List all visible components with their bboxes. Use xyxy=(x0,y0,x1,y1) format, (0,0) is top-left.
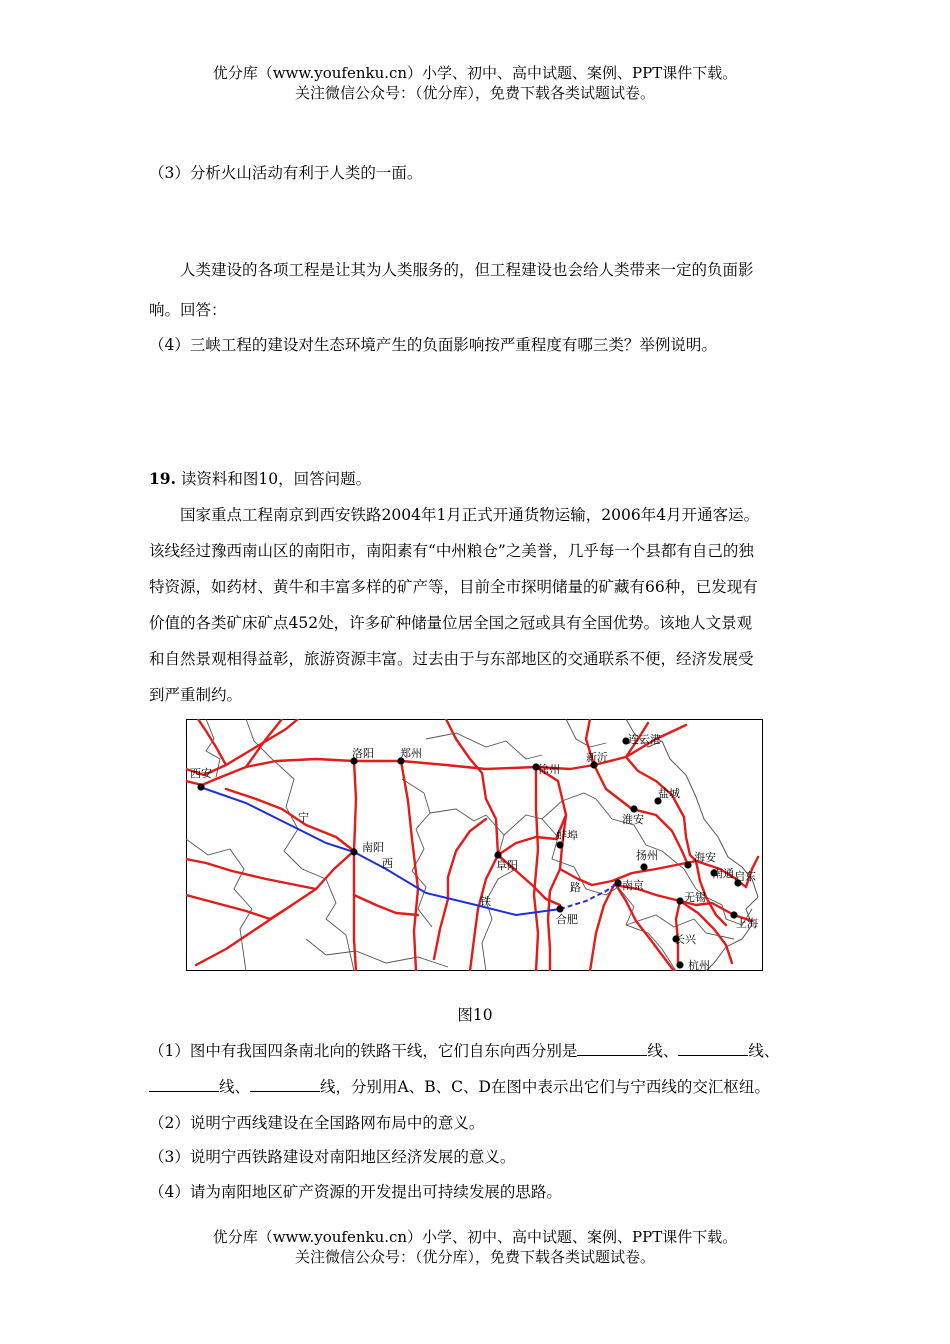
city-label-nanjing: 南京 xyxy=(622,879,644,892)
q19-sub2: （2）说明宁西线建设在全国路网布局中的意义。 xyxy=(149,1114,485,1132)
city-dot xyxy=(640,863,647,870)
sub1-text-a: （1）图中有我国四条南北向的铁路干线，它们自东向西分别是 xyxy=(149,1042,578,1060)
passage-line-4: 价值的各类矿床矿点452处，许多矿种储量位居全国之冠或具有全国优势。该地人文景观 xyxy=(149,614,753,632)
q18-intro-line-1: 人类建设的各项工程是让其为人类服务的，但工程建设也会给人类带来一定的负面影 xyxy=(180,261,754,279)
q19-title: 读资料和图10，回答问题。 xyxy=(180,470,372,488)
city-dot xyxy=(556,841,563,848)
header-line-1: 优分库（www.youfenku.cn）小学、初中、高中试题、案例、PPT课件下载。 xyxy=(212,64,738,82)
city-label-yancheng: 盐城 xyxy=(658,787,680,800)
q18-sub4: （4）三峡工程的建设对生态环境产生的负面影响按严重程度有哪三类？举例说明。 xyxy=(149,336,717,354)
city-label-lianyungang: 连云港 xyxy=(628,733,661,746)
city-label-wuxi: 无锡 xyxy=(684,891,706,904)
footer-line-1: 优分库（www.youfenku.cn）小学、初中、高中试题、案例、PPT课件下载。 xyxy=(212,1228,738,1246)
sub1-sep-1: 线、 xyxy=(647,1042,679,1060)
answer-blank-2[interactable] xyxy=(678,1041,748,1056)
city-label-changxing: 长兴 xyxy=(674,933,696,946)
q19-sub4: （4）请为南阳地区矿产资源的开发提出可持续发展的思路。 xyxy=(149,1183,562,1201)
city-label-bengbu: 蚌埠 xyxy=(556,829,578,842)
q19-number: 19. xyxy=(149,469,176,488)
passage-line-5: 和自然景观相得益彰，旅游资源丰富。过去由于与东部地区的交通联系不便，经济发展受 xyxy=(149,650,754,668)
railway-char-1: 宁 xyxy=(298,811,309,824)
sub1-sep-4: 线，分别用A、B、C、D在图中表示出它们与宁西线的交汇枢纽。 xyxy=(320,1078,770,1096)
city-dot xyxy=(197,783,204,790)
answer-blank-4[interactable] xyxy=(250,1077,320,1092)
q19-heading xyxy=(149,467,371,489)
passage-line-1: 国家重点工程南京到西安铁路2004年1月正式开通货物运输，2006年4月开通客运。 xyxy=(180,506,760,524)
city-label-nanyang: 南阳 xyxy=(362,841,384,854)
railway-char-4: 路 xyxy=(570,881,581,894)
railway-char-3: 铁 xyxy=(480,895,491,908)
sub1-sep-2: 线、 xyxy=(748,1042,780,1060)
city-label-haian: 海安 xyxy=(694,851,716,864)
city-label-yangzhou: 扬州 xyxy=(636,849,658,862)
city-dot xyxy=(556,905,563,912)
city-label-shanghai: 上海 xyxy=(736,917,758,930)
page-header xyxy=(0,63,950,103)
city-dot xyxy=(350,848,357,855)
city-label-hefei: 合肥 xyxy=(556,913,578,926)
city-label-qidong: 启东 xyxy=(734,870,756,883)
sub1-sep-3: 线、 xyxy=(219,1078,251,1096)
city-label-xinyi: 新沂 xyxy=(586,751,608,764)
city-label-luoyang: 洛阳 xyxy=(352,747,374,760)
passage-line-2: 该线经过豫西南山区的南阳市，南阳素有“中州粮仓”之美誉，几乎每一个县都有自己的独 xyxy=(149,542,754,560)
city-dot xyxy=(494,851,501,858)
city-label-xian: 西安 xyxy=(190,767,212,780)
city-label-zhengzhou: 郑州 xyxy=(400,747,422,760)
answer-blank-1[interactable] xyxy=(577,1041,647,1056)
city-dot xyxy=(676,897,683,904)
city-label-huaian: 淮安 xyxy=(622,813,644,826)
city-label-xuzhou: 徐州 xyxy=(538,763,560,776)
city-dot xyxy=(630,805,637,812)
city-dot xyxy=(614,879,621,886)
railway-map xyxy=(186,719,763,971)
city-label-nantong: 南通 xyxy=(712,867,734,880)
city-dot xyxy=(684,861,691,868)
passage-line-3: 特资源，如药材、黄牛和丰富多样的矿产等，目前全市探明储量的矿藏有66种，已发现有 xyxy=(149,578,758,596)
page-footer xyxy=(0,1227,950,1267)
q19-sub1-line1 xyxy=(149,1039,779,1061)
q19-sub1-line2 xyxy=(149,1075,770,1097)
figure-caption: 图10 xyxy=(457,1006,493,1024)
passage-line-6: 到严重制约。 xyxy=(149,686,243,704)
header-line-2: 关注微信公众号：（优分库），免费下载各类试题试卷。 xyxy=(294,84,655,102)
q18-intro-line-2: 响。回答： xyxy=(149,301,227,319)
city-dot xyxy=(676,961,683,968)
city-label-hangzhou: 杭州 xyxy=(688,959,710,971)
q18-sub3: （3）分析火山活动有利于人类的一面。 xyxy=(149,164,423,182)
railway-char-2: 西 xyxy=(382,857,393,870)
q19-sub3: （3）说明宁西铁路建设对南阳地区经济发展的意义。 xyxy=(149,1148,516,1166)
footer-line-2: 关注微信公众号：（优分库），免费下载各类试题试卷。 xyxy=(294,1248,655,1266)
city-label-fuyang: 阜阳 xyxy=(496,859,518,872)
answer-blank-3[interactable] xyxy=(149,1077,219,1092)
